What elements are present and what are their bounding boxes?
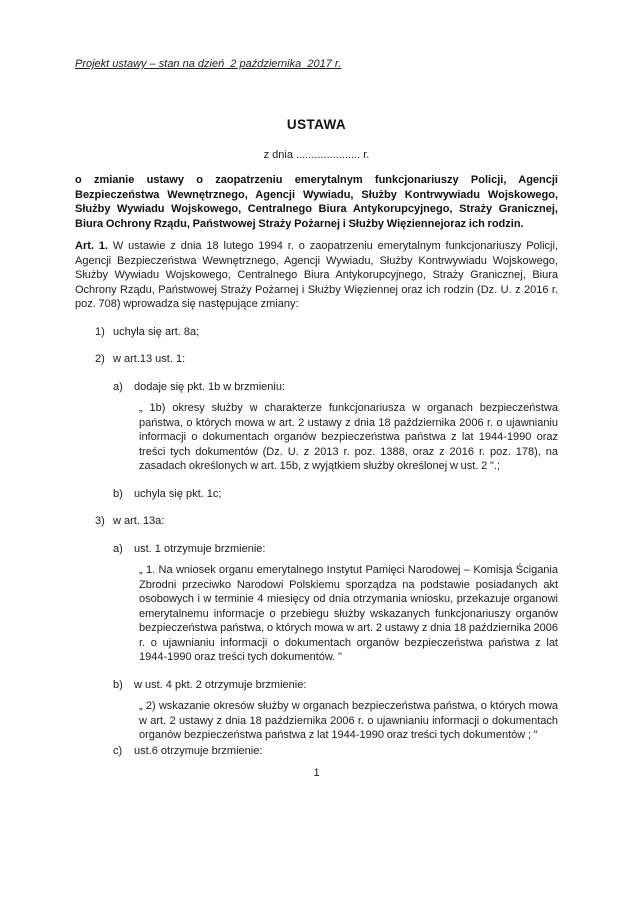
amendment-item-2b xyxy=(113,487,558,502)
item-text: w art.13 ust. 1: xyxy=(113,353,186,365)
act-subject-paragraph: o zmianie ustawy o zaopatrzeniu emerytalnym funkcjonariuszy Policji, Agencji Bezpieczeństwa Wewnętrznego, Agencji Wywiadu, Służby Kontrwywiadu Wojskowego, Służby Wywiadu Wojskowego, Centralnego Biura Antykorupcyjnego, Straży Granicznej, Biura Ochrony Rządu, Państwowej Straży Pożarnej i Służby Więziennejoraz ich rodzin. xyxy=(75,174,558,230)
item-text: dodaje się pkt. 1b w brzmieniu: xyxy=(134,380,286,393)
item-text: ust. 1 otrzymuje brzmienie: xyxy=(134,542,266,555)
item-text: uchyla się art. 8a; xyxy=(113,325,200,338)
item-marker: 1) xyxy=(95,325,105,338)
amendment-item-2 xyxy=(95,352,558,367)
quoted-provision-ust1: „ 1. Na wniosek organu emerytalnego Instytut Pamięci Narodowej – Komisja Ścigania Zbrodni przeciwko Narodowi Polskiemu sporządza na podstawie posiadanych akt osobowych i w terminie 4 miesięcy od dnia otrzymania wniosku, przekazuje organowi emerytalnemu informacje o przebiegu służby wskazanych funkcjonariuszy organów bezpieczeństwa państwa, o których mowa w art. 2 ustawy z dnia 18 października 2006 r. o ujawnianiu informacji o dokumentach organów bezpieczeństwa państwa z lat 1944-1990 oraz treści tych dokumentów. " xyxy=(139,564,558,663)
quoted-provision-pkt2: „ 2) wskazanie okresów służby w organach bezpieczeństwa państwa, o których mowa w art. 2 ustawy z dnia 18 października 2006 r. o ujawnianiu informacji o dokumentach organów bezpieczeństwa państwa z lat 1944-1990 oraz treści tych dokumentów ; " xyxy=(139,700,558,741)
draft-status-header: Projekt ustawy – stan na dzień 2 października 2017 r. xyxy=(75,58,342,70)
item-text: uchyla się pkt. 1c; xyxy=(134,487,222,500)
article-1-label: Art. 1. xyxy=(75,240,109,252)
quoted-provision-1b: „ 1b) okresy służby w charakterze funkcjonariusza w organach bezpieczeństwa państwa, o których mowa w art. 2 ustawy z dnia 18 października 2006 r. o ujawnianiu informacji o dokumentach organów bezpieczeństwa państwa z lat 1944-1990 oraz treści tych dokumentów (Dz. U. z 2013 r. poz. 1388, oraz z 2016 r. poz. 178), na zasadach określonych w art. 15b, z wyjątkiem służby określonej w ust. 2 ".; xyxy=(139,402,558,472)
page-number: 1 xyxy=(313,767,320,779)
item-marker: 2) xyxy=(95,353,105,365)
article-1-paragraph xyxy=(75,239,558,312)
amendment-item-3a xyxy=(113,542,558,557)
item-text: w ust. 4 pkt. 2 otrzymuje brzmienie: xyxy=(134,678,307,691)
item-marker: c) xyxy=(113,744,123,757)
item-text: ust.6 otrzymuje brzmienie: xyxy=(134,744,263,757)
amendment-item-3 xyxy=(95,514,558,529)
item-text: w art. 13a: xyxy=(113,515,165,527)
item-marker: 3) xyxy=(95,515,105,527)
item-marker: a) xyxy=(113,380,123,393)
amendment-item-2a xyxy=(113,380,558,395)
amendment-item-3c xyxy=(113,744,558,759)
item-marker: a) xyxy=(113,542,123,555)
item-marker: b) xyxy=(113,487,123,500)
amendment-item-3b xyxy=(113,678,558,693)
act-title: USTAWA xyxy=(286,117,347,132)
article-1-text: W ustawie z dnia 18 lutego 1994 r. o zaopatrzeniu emerytalnym funkcjonariuszy Policji, Agencji Bezpieczeństwa Wewnętrznego, Agencji Wywiadu, Służby Kontrwywiadu Wojskowego, Służby Wywiadu Wojskowego, Centralnego Biura Antykorupcyjnego, Straży Granicznej, Biura Ochrony Rządu, Państwowej Straży Pożarnej i Służby Więziennej oraz ich rodzin (Dz. U. z 2016 r. poz. 708) wprowadza się następujące zmiany: xyxy=(75,240,559,310)
item-marker: b) xyxy=(113,678,123,691)
act-date-placeholder: z dnia ..................... r. xyxy=(263,149,370,161)
amendment-item-1 xyxy=(95,325,558,340)
